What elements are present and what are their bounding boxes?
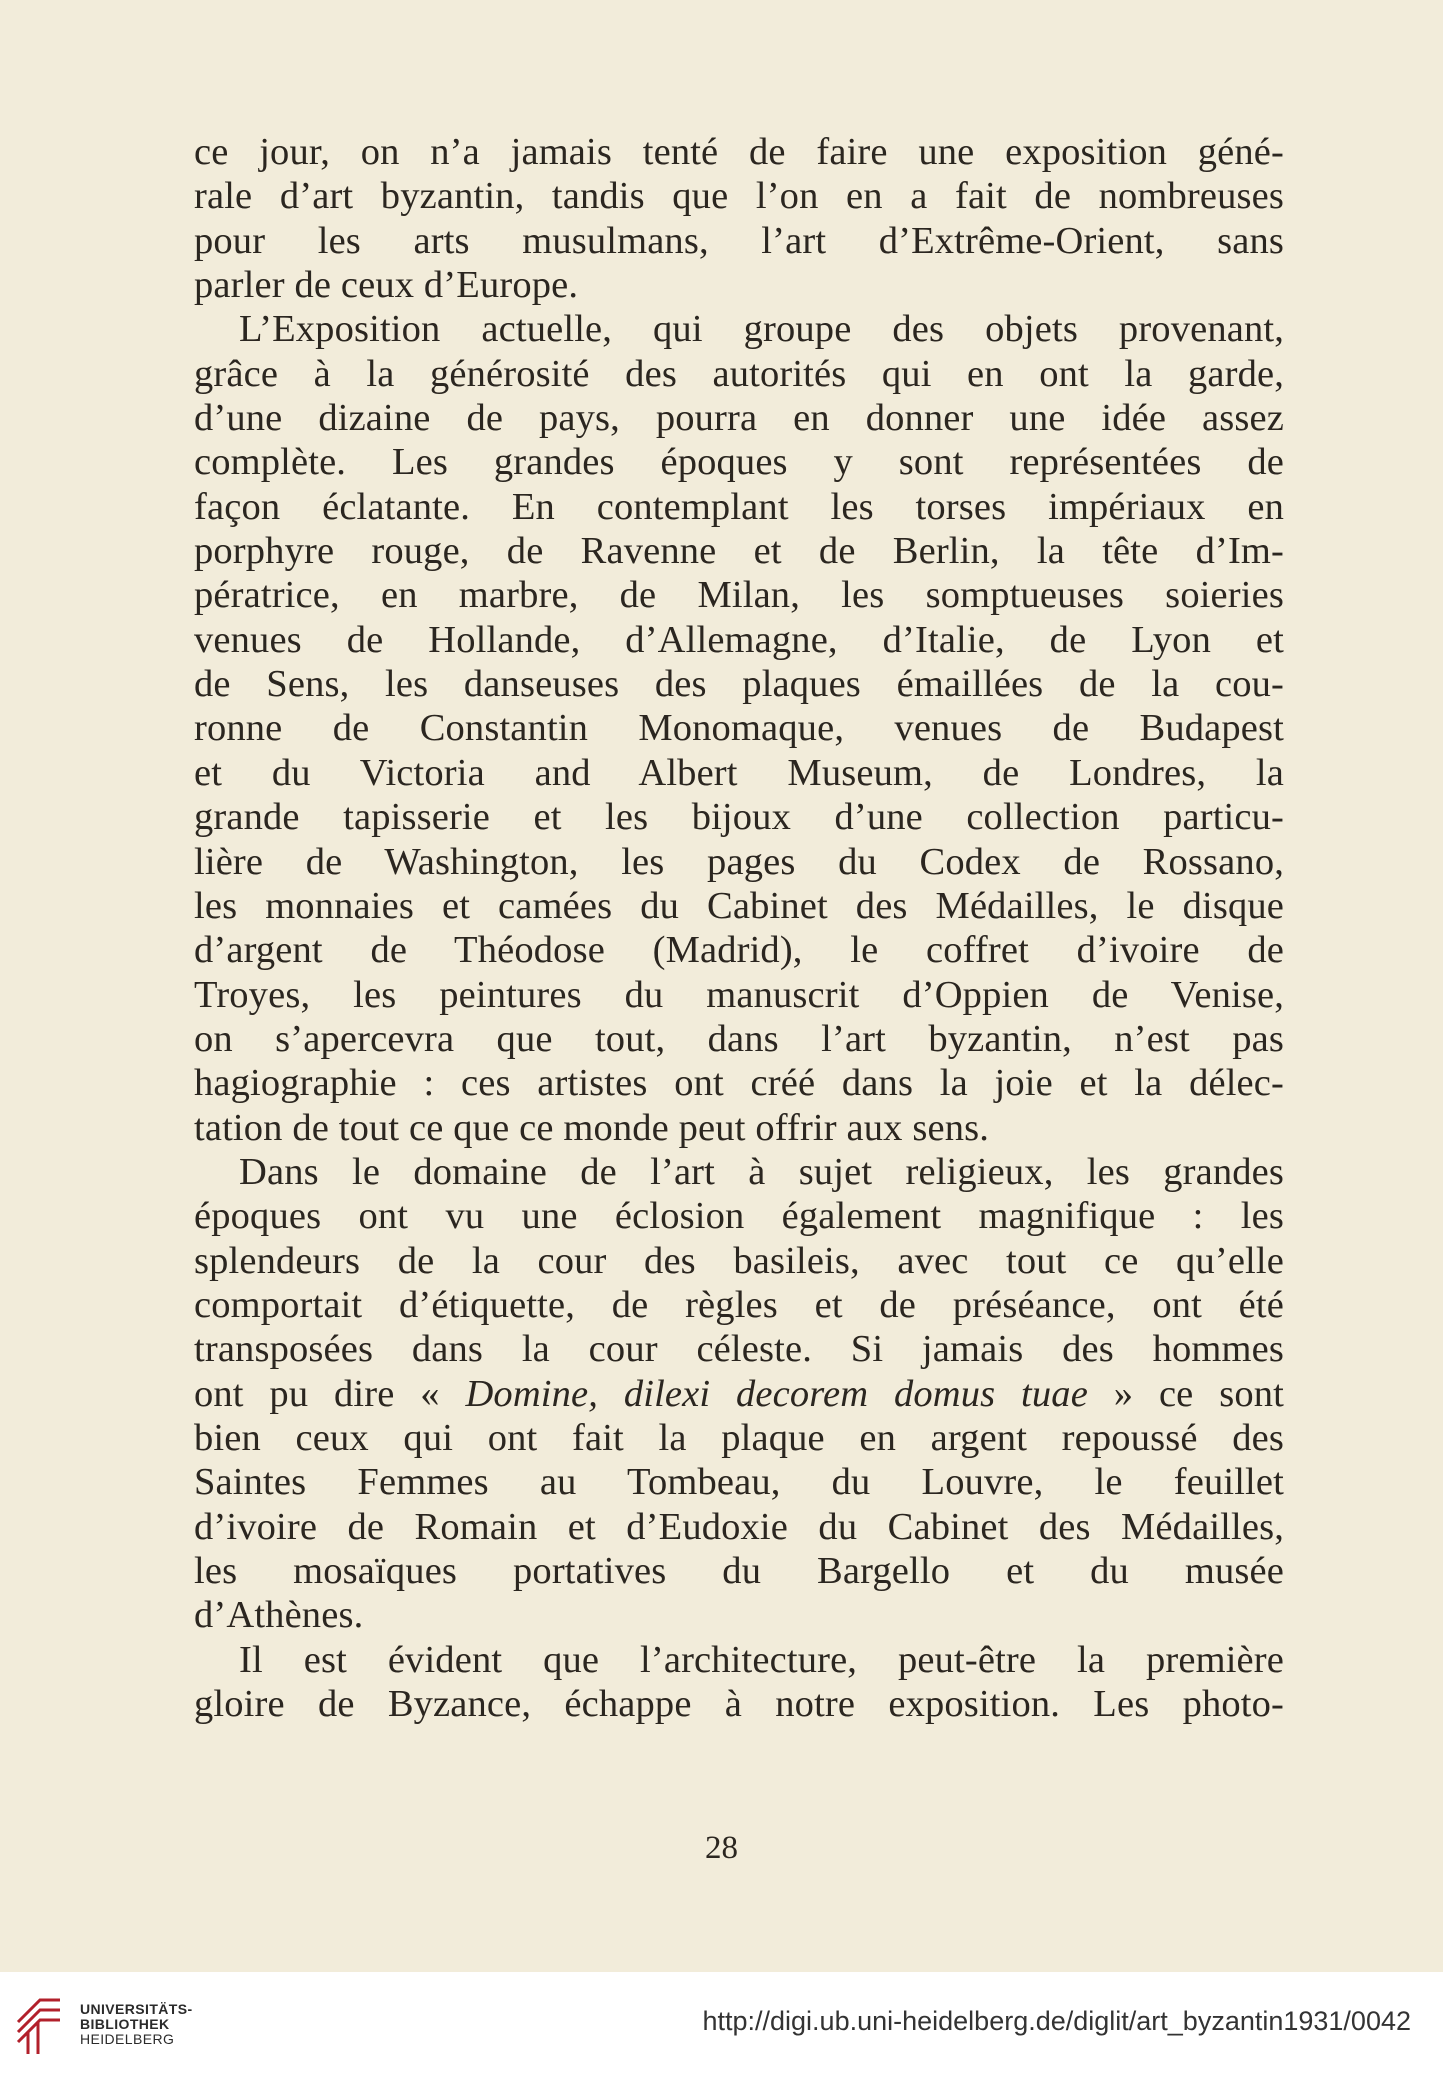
permalink-url[interactable]: http://digi.ub.uni-heidelberg.de/diglit/art_byzantin1931/0042 (702, 2006, 1411, 2036)
text-line: pour les arts musulmans, l’art d’Extrême-Orient, sans (194, 219, 1284, 262)
text-line: splendeurs de la cour des basileis, avec tout ce qu’elle (194, 1239, 1284, 1282)
text-line: lière de Washington, les pages du Codex de Rossano, (194, 840, 1284, 883)
quote-lead-in: ont pu dire « (194, 1372, 440, 1415)
text-line: gloire de Byzance, échappe à notre exposition. Les photo- (194, 1683, 1284, 1726)
text-line-with-quote (194, 1372, 1284, 1416)
digitization-footer (0, 1972, 1443, 2086)
text-line: les mosaïques portatives du Bargello et du musée (194, 1550, 1284, 1592)
library-name (80, 2002, 193, 2047)
text-line: d’une dizaine de pays, pourra en donner une idée assez (194, 397, 1284, 440)
page-number: 28 (705, 1830, 738, 1866)
text-line: de Sens, les danseuses des plaques émaillées de la cou- (194, 663, 1284, 706)
text-line: ce jour, on n’a jamais tenté de faire une exposition géné- (194, 131, 1284, 173)
text-line: grande tapisserie et les bijoux d’une collection particu- (194, 796, 1284, 839)
text-line: d’ivoire de Romain et d’Eudoxie du Cabinet des Médailles, (194, 1505, 1284, 1548)
text-line: Troyes, les peintures du manuscrit d’Oppien de Venise, (194, 973, 1284, 1016)
text-line: ronne de Constantin Monomaque, venues de Budapest (194, 707, 1284, 750)
text-line: pératrice, en marbre, de Milan, les somptueuses soieries (194, 574, 1284, 617)
text-line: parler de ceux d’Europe. (194, 264, 579, 307)
ub-heidelberg-logo-icon (14, 1992, 64, 2056)
text-line: Il est évident que l’architecture, peut-être la première (239, 1638, 1284, 1681)
text-line: façon éclatante. En contemplant les torses impériaux en (194, 485, 1284, 528)
text-line: on s’apercevra que tout, dans l’art byzantin, n’est pas (194, 1017, 1284, 1060)
library-name-line-1: UNIVERSITÄTS- (80, 2001, 193, 2017)
text-line: les monnaies et camées du Cabinet des Médailles, le disque (194, 884, 1284, 927)
library-name-line-3: HEIDELBERG (80, 2031, 175, 2047)
page-body-text (194, 130, 1284, 1726)
text-line: d’argent de Théodose (Madrid), le coffret d’ivoire de (194, 929, 1284, 972)
text-line: comportait d’étiquette, de règles et de préséance, ont été (194, 1283, 1284, 1326)
text-line: hagiographie : ces artistes ont créé dans la joie et la délec- (194, 1062, 1284, 1105)
text-line: grâce à la générosité des autorités qui en ont la garde, (194, 352, 1284, 395)
text-line: tation de tout ce que ce monde peut offrir aux sens. (194, 1106, 990, 1149)
text-line: L’Exposition actuelle, qui groupe des objets provenant, (239, 308, 1284, 351)
text-line: Dans le domaine de l’art à sujet religieux, les grandes (239, 1150, 1284, 1193)
text-line: d’Athènes. (194, 1594, 364, 1637)
text-line: bien ceux qui ont fait la plaque en argent repoussé des (194, 1416, 1284, 1459)
library-name-line-2: BIBLIOTHEK (80, 2016, 170, 2032)
text-line: venues de Hollande, d’Allemagne, d’Italie, de Lyon et (194, 618, 1284, 661)
text-line: complète. Les grandes époques y sont représentées de (194, 441, 1284, 484)
text-line: rale d’art byzantin, tandis que l’on en a fait de nombreuses (194, 175, 1284, 218)
text-line: et du Victoria and Albert Museum, de Londres, la (194, 751, 1284, 794)
text-line: transposées dans la cour céleste. Si jamais des hommes (194, 1328, 1284, 1371)
text-line: porphyre rouge, de Ravenne et de Berlin, la tête d’Im- (194, 530, 1284, 573)
quote-lead-out: » ce sont (1113, 1372, 1284, 1415)
text-line: époques ont vu une éclosion également magnifique : les (194, 1195, 1284, 1238)
latin-quotation: Domine, dilexi decorem domus tuae (465, 1372, 1088, 1415)
text-line: Saintes Femmes au Tombeau, du Louvre, le feuillet (194, 1461, 1284, 1504)
